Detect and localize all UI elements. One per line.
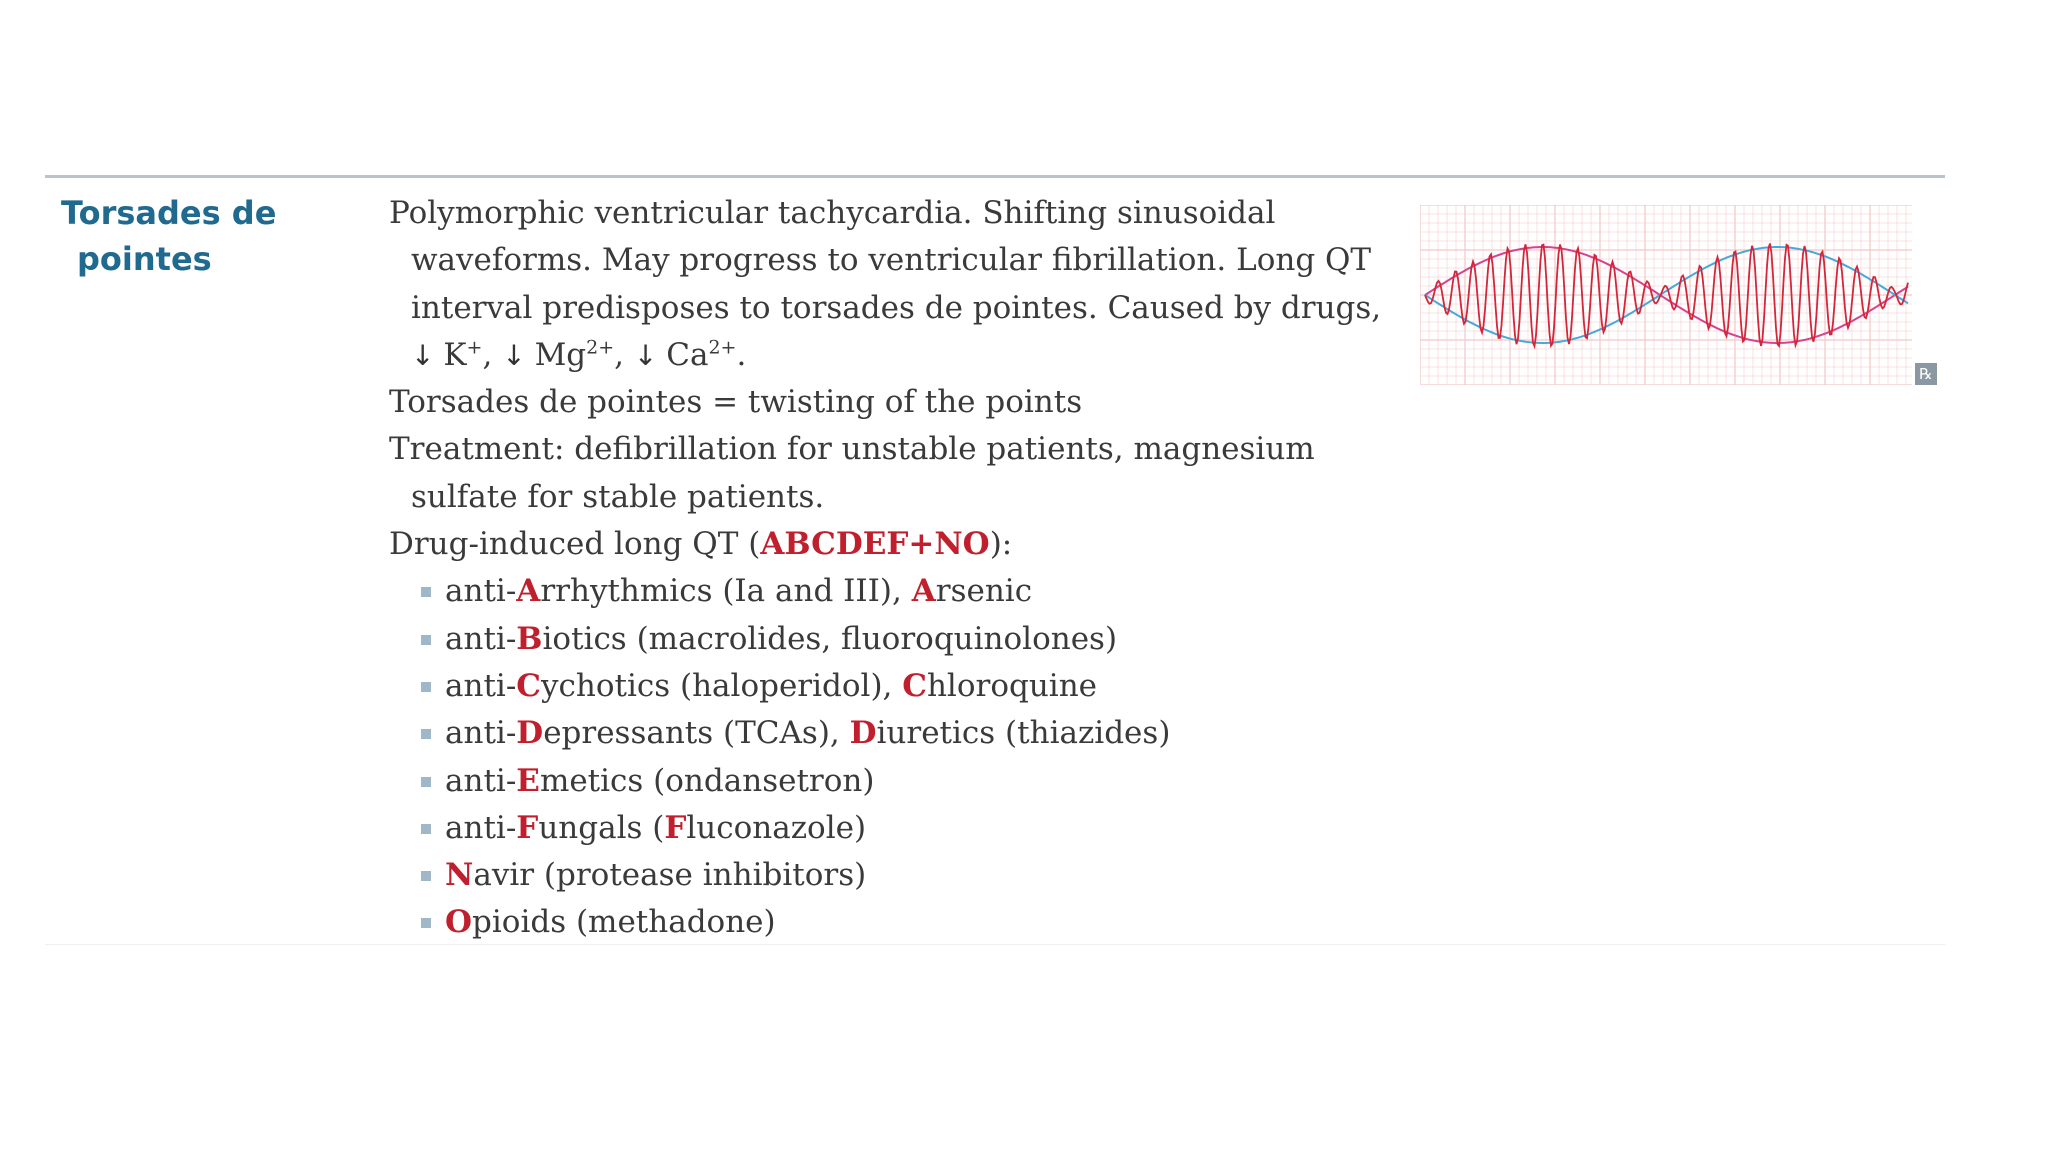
entry-body: [389, 190, 1429, 947]
square-bullet-icon: [421, 729, 431, 739]
drug-text: iotics (macrolides, fluoroquinolones): [542, 620, 1118, 657]
square-bullet-icon: [421, 918, 431, 928]
mnemonic-letter: N: [445, 857, 474, 894]
drug-list-item: [421, 568, 1429, 615]
drug-intro-suffix: ):: [989, 526, 1013, 563]
drug-intro-line: [389, 521, 1429, 568]
ion-charge: 2+: [586, 336, 615, 359]
ecg-grid: [1420, 205, 1912, 385]
description-text: Polymorphic ventricular tachycardia. Shifting sinusoidal waveforms. May progress to ventricular fibrillation. Long QT interval predisposes to torsades de pointes. Caused by drugs,: [389, 195, 1382, 326]
down-arrow-icon: ↓: [502, 338, 535, 372]
square-bullet-icon: [421, 824, 431, 834]
drug-list-item: [421, 758, 1429, 805]
drug-text: rrhythmics (Ia and III),: [540, 573, 912, 610]
square-bullet-icon: [421, 777, 431, 787]
drug-text: ychotics (haloperidol),: [540, 667, 903, 704]
mnemonic-letter: D: [849, 715, 877, 752]
mnemonic-letter: D: [516, 715, 544, 752]
drug-text: luconazole): [686, 809, 867, 846]
ion-separator: ,: [482, 336, 503, 373]
drug-list-item: [421, 805, 1429, 852]
mnemonic-letter: A: [911, 573, 936, 610]
drug-text: iuretics (thiazides): [876, 715, 1171, 752]
mnemonic-letter: C: [516, 667, 541, 704]
mnemonic-letter: F: [664, 809, 687, 846]
drug-text: hloroquine: [926, 667, 1098, 704]
ion-separator: .: [736, 336, 747, 373]
drug-text: anti-: [445, 620, 517, 657]
drug-intro-highlight: ABCDEF+NO: [760, 526, 990, 563]
torsades-entry: [45, 175, 1945, 945]
drug-text: pioids (methadone): [472, 904, 776, 941]
drug-list-item: [421, 663, 1429, 710]
square-bullet-icon: [421, 682, 431, 692]
electrolyte-list: [411, 337, 746, 373]
drug-list-item: [421, 899, 1429, 946]
ion-symbol: Mg: [534, 336, 587, 373]
mnemonic-line: Torsades de pointes = twisting of the points: [389, 384, 1083, 421]
treatment-line: Treatment: defibrillation for unstable patients, magnesium sulfate for stable patients.: [389, 431, 1315, 515]
down-arrow-icon: ↓: [411, 338, 444, 372]
rx-icon: ℞: [1915, 363, 1937, 385]
drug-text: anti-: [445, 573, 517, 610]
drug-list: [389, 568, 1429, 946]
mnemonic-letter: F: [516, 809, 539, 846]
drug-text: ungals (: [538, 809, 665, 846]
drug-text: anti-: [445, 715, 517, 752]
ion-separator: ,: [614, 336, 634, 373]
mnemonic-letter: A: [516, 573, 541, 610]
description-paragraph: [389, 190, 1429, 379]
drug-text: anti-: [445, 762, 517, 799]
ion-charge: +: [466, 336, 483, 359]
ion-symbol: K: [443, 336, 467, 373]
ecg-strip-image: [1420, 205, 1912, 385]
drug-text: anti-: [445, 667, 517, 704]
entry-heading: [61, 190, 276, 282]
drug-intro-prefix: Drug-induced long QT (: [389, 526, 761, 563]
drug-list-item: [421, 710, 1429, 757]
ion-symbol: Ca: [666, 336, 709, 373]
mnemonic-letter: E: [516, 762, 540, 799]
drug-list-item: [421, 852, 1429, 899]
drug-text: metics (ondansetron): [539, 762, 875, 799]
drug-list-item: [421, 616, 1429, 663]
heading-line-1: Torsades de: [61, 194, 277, 232]
square-bullet-icon: [421, 587, 431, 597]
square-bullet-icon: [421, 871, 431, 881]
drug-text: rsenic: [935, 573, 1033, 610]
drug-text: epressants (TCAs),: [543, 715, 850, 752]
drug-text: anti-: [445, 809, 517, 846]
mnemonic-letter: C: [902, 667, 927, 704]
mnemonic-letter: O: [445, 904, 473, 941]
down-arrow-icon: ↓: [633, 338, 667, 372]
square-bullet-icon: [421, 635, 431, 645]
drug-text: avir (protease inhibitors): [473, 857, 867, 894]
mnemonic-letter: B: [516, 620, 543, 657]
ion-charge: 2+: [708, 336, 737, 359]
heading-line-2: pointes: [77, 240, 212, 278]
